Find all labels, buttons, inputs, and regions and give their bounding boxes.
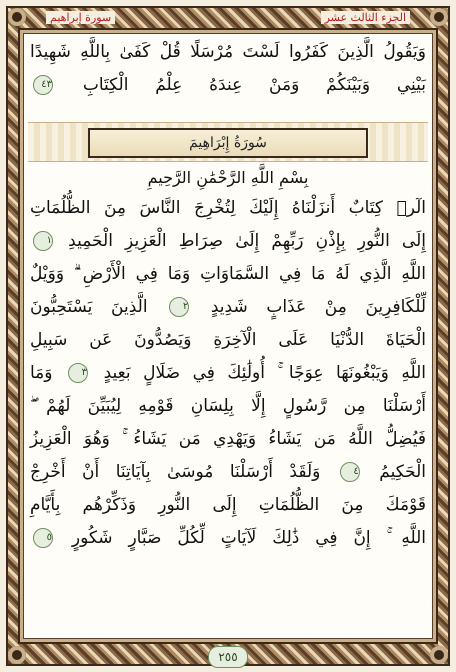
verse-line: قَوْمَكَ مِنَ الظُّلُمَاتِ إِلَى النُّورِ وَذَكِّرْهُم بِأَيَّامِ bbox=[30, 495, 426, 515]
top-verses bbox=[30, 36, 426, 102]
basmala: بِسْمِ اللَّهِ الرَّحْمَٰنِ الرَّحِيمِ bbox=[147, 168, 309, 187]
surah-body bbox=[30, 192, 426, 555]
verse-line: اللَّهِ الَّذِي لَهُ مَا فِي السَّمَاوَاتِ وَمَا فِي الْأَرْضِ ۗ وَوَيْلٌ bbox=[30, 264, 426, 284]
surah-title: سُورَةُ إِبْرَاهِيمَ bbox=[189, 135, 267, 151]
verse-line: اللَّهِ ۚ إِنَّ فِي ذَٰلِكَ لَآيَاتٍ لِّكُلِّ صَبَّارٍ شَكُورٍ ٥ bbox=[30, 522, 426, 555]
page-header bbox=[16, 6, 440, 28]
verse-line: لِّلْكَافِرِينَ مِنْ عَذَابٍ شَدِيدٍ ٢ الَّذِينَ يَسْتَحِبُّونَ bbox=[30, 297, 427, 317]
verse-number-marker: ٥ bbox=[33, 528, 53, 548]
verse-line: فَيُضِلُّ اللَّهُ مَن يَشَاءُ وَيَهْدِي مَن يَشَاءُ ۚ وَهُوَ الْعَزِيزُ bbox=[30, 429, 426, 449]
verse-line: الْحَيَاةَ الدُّنْيَا عَلَى الْآخِرَةِ وَيَصُدُّونَ عَن سَبِيلِ bbox=[30, 330, 426, 350]
surah-title-banner bbox=[88, 128, 368, 158]
verse-line: اللَّهِ وَيَبْغُونَهَا عِوَجًا ۚ أُولَٰئِكَ فِي ضَلَالٍ بَعِيدٍ ٣ وَمَا bbox=[30, 363, 427, 383]
corner-ornament bbox=[8, 646, 26, 664]
verse-number-marker: ١ bbox=[33, 231, 53, 251]
verse-line: بَيْنِي وَبَيْنَكُمْ وَمَنْ عِندَهُ عِلْمُ الْكِتَابِ ٤٣ bbox=[30, 69, 426, 102]
surah-name-label: سورة إبراهيم bbox=[46, 11, 115, 24]
verse-number-marker: ٣ bbox=[68, 363, 88, 383]
juz-label: الجزء الثالث عشر bbox=[321, 11, 410, 24]
verse-line: الْحَكِيمُ ٤ وَلَقَدْ أَرْسَلْنَا مُوسَىٰ بِآيَاتِنَا أَنْ أَخْرِجْ bbox=[30, 462, 426, 482]
verse-line: الٓرۚ كِتَابٌ أَنزَلْنَاهُ إِلَيْكَ لِتُخْرِجَ النَّاسَ مِنَ الظُّلُمَاتِ bbox=[30, 198, 426, 218]
page-number: ٢٥٥ bbox=[208, 646, 248, 668]
verse-number-marker: ٤٣ bbox=[33, 75, 53, 95]
verse-line: إِلَى النُّورِ بِإِذْنِ رَبِّهِمْ إِلَىٰ صِرَاطِ الْعَزِيزِ الْحَمِيدِ ١ bbox=[30, 225, 426, 258]
verse-number-marker: ٢ bbox=[169, 297, 189, 317]
corner-ornament bbox=[430, 646, 448, 664]
verse-line: وَيَقُولُ الَّذِينَ كَفَرُوا لَسْتَ مُرْسَلًا قُلْ كَفَىٰ بِاللَّهِ شَهِيدًا bbox=[30, 42, 426, 62]
verse-line: أَرْسَلْنَا مِن رَّسُولٍ إِلَّا بِلِسَانِ قَوْمِهِ لِيُبَيِّنَ لَهُمْ ۖ bbox=[30, 396, 426, 416]
verse-number-marker: ٤ bbox=[340, 462, 360, 482]
